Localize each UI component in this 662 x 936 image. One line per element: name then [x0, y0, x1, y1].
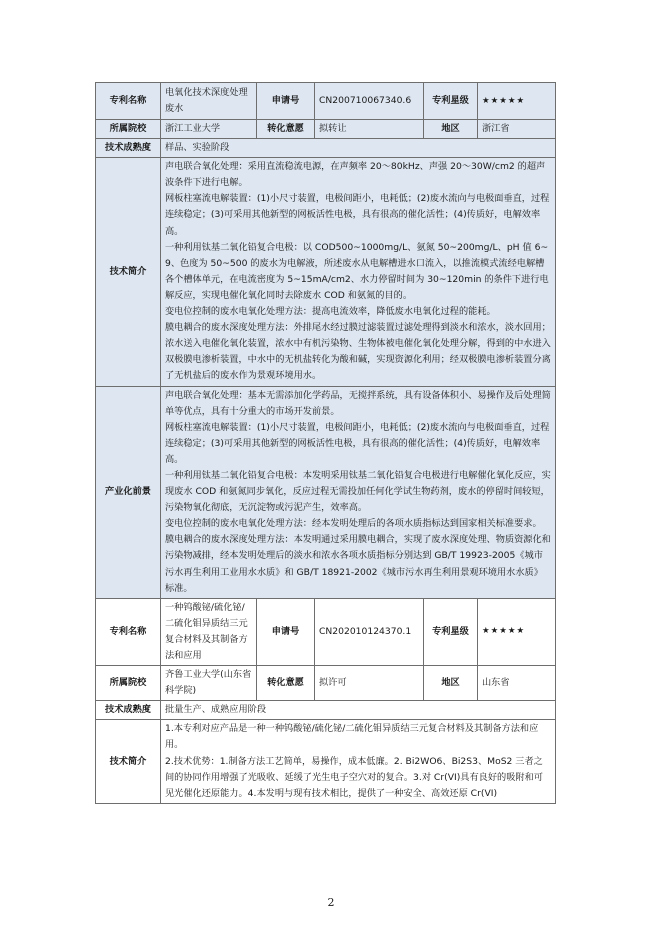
r1-prospect-para: 网板柱塞流电解装置：(1)小尺寸装置，电极间距小，电耗低；(2)废水流向与电极面垂直，过程连续稳定；(3)可采用其他新型的网板活性电极，具有很高的催化活性；(4)传质好，电解效率高。 — [165, 421, 550, 465]
r1-maturity-row — [96, 139, 556, 158]
r2-label-patent-name: 专利名称 — [96, 598, 161, 665]
r2-institution-row — [96, 666, 556, 701]
r2-intro-row — [96, 720, 556, 803]
r1-prospect-para: 膜电耦合的废水深度处理方法：本发明通过采用膜电耦合，实现了废水深度处理、物质资源化和污染物减排，经本发明处理后的淡水和浓水各项水质指标分别达到 GB/T 19923-2005《城市污水再生利用工业用水水质》和 GB/T 18921-2002《城市污水再生利用景观环境用水水质》标准。 — [165, 534, 551, 594]
r2-region: 山东省 — [478, 666, 556, 701]
r1-maturity: 样品、实验阶段 — [161, 139, 556, 158]
r1-label-region: 地区 — [424, 120, 478, 139]
r1-star-rating: ★★★★★ — [478, 83, 556, 120]
r2-label-maturity: 技术成熟度 — [96, 701, 161, 720]
r1-label-prospect: 产业化前景 — [96, 386, 161, 598]
r2-intro-para: 1.本专利对应产品是一种一种钨酸铋/硫化铋/二硫化钼异质结三元复合材料及其制备方法和应用。 — [165, 723, 539, 751]
r1-app-no: CN200710067340.6 — [315, 83, 424, 120]
r1-patent-name: 电氧化技术深度处理废水 — [161, 83, 257, 120]
r1-institution-row — [96, 120, 556, 139]
r2-star-rating: ★★★★★ — [478, 598, 556, 665]
page-number: 2 — [327, 896, 335, 909]
r1-intro — [161, 158, 556, 386]
r1-prospect-para: 变电位控制的废水电氧化处理方法：经本发明处理后的各项水质指标达到国家相关标准要求。 — [165, 518, 542, 530]
r2-label-intent: 转化意愿 — [257, 666, 315, 701]
r2-label-region: 地区 — [424, 666, 478, 701]
r1-label-app-no: 申请号 — [257, 83, 315, 120]
r2-intro — [161, 720, 556, 803]
r2-maturity: 批量生产、成熟应用阶段 — [161, 701, 556, 720]
r1-intro-para: 网板柱塞流电解装置：(1)小尺寸装置，电极间距小，电耗低；(2)废水流向与电极面垂直，过程连续稳定；(3)可采用其他新型的网板活性电极，具有很高的催化活性；(4)传质好，电解效率高。 — [165, 193, 550, 237]
r1-intro-row — [96, 158, 556, 386]
r1-label-institution: 所属院校 — [96, 120, 161, 139]
r2-label-institution: 所属院校 — [96, 666, 161, 701]
r1-intro-para: 一种利用钛基二氧化铅复合电极：以 COD500~1000mg/L、氨氮 50~200mg/L、pH 值 6~9、色度为 50~500 的废水为电解液，所述废水从电解槽进水口流入，以推流模式流经电解槽各个槽体单元，在电流密度为 5~15mA/cm2、水力停留时间为 30~120min 的条件下进行电解反应，实现电催化氧化同时去除废水 COD 和氨氮的目的。 — [165, 241, 549, 301]
r1-prospect-row — [96, 386, 556, 598]
r1-region: 浙江省 — [478, 120, 556, 139]
r1-label-star: 专利星级 — [424, 83, 478, 120]
r2-header-row — [96, 598, 556, 665]
r1-prospect — [161, 386, 556, 598]
r2-label-intro: 技术简介 — [96, 720, 161, 803]
r1-label-intro: 技术简介 — [96, 158, 161, 386]
r2-label-app-no: 申请号 — [257, 598, 315, 665]
r1-intro-para: 变电位控制的废水电氧化处理方法：提高电流效率，降低废水电氧化过程的能耗。 — [165, 306, 496, 318]
r1-prospect-para: 一种利用钛基二氧化铅复合电极：本发明采用钛基二氧化铅复合电极进行电解催化氧化反应，实现废水 COD 和氨氮同步氧化，反应过程无需投加任何化学试生物药剂，废水的停留时间较短，污染物氧化彻底，无沉淀物或污泥产生，效率高。 — [165, 469, 551, 514]
r2-maturity-row — [96, 701, 556, 720]
r1-intent: 拟转让 — [315, 120, 424, 139]
r1-intro-para: 声电联合氧化处理：采用直流稳流电源，在声频率 20～80kHz、声强 20～30W/cm2 的超声波条件下进行电解。 — [165, 161, 546, 189]
r1-intro-para: 膜电耦合的废水深度处理方法：外排尾水经过膜过滤装置过滤处理得到淡水和浓水，淡水回用；浓水送入电催化氧化装置，浓水中有机污染物、生物体被电催化氧化处理分解，得到的中水进入双极膜电渗析装置，中水中的无机盐转化为酸和碱，实现资源化利用；经双极膜电渗析装置分离了无机盐后的废水作为景观环境用水。 — [165, 322, 551, 382]
r1-header-row — [96, 83, 556, 120]
r1-institution: 浙江工业大学 — [161, 120, 257, 139]
r2-label-star: 专利星级 — [424, 598, 478, 665]
r2-app-no: CN202010124370.1 — [315, 598, 424, 665]
r1-label-intent: 转化意愿 — [257, 120, 315, 139]
patent-table — [95, 82, 556, 804]
r1-prospect-para: 声电联合氧化处理：基本无需添加化学药品，无搅拌系统，具有设备体积小、易操作及后处理简单等优点，具有十分重大的市场开发前景。 — [165, 389, 551, 417]
r2-intro-para: 2.技术优势：1.制备方法工艺简单，易操作，成本低廉。2. Bi2WO6、Bi2S3、MoS2 三者之间的协同作用增强了光吸收、延缓了光生电子空穴对的复合。3.对 Cr(VI)具有良好的吸附和可见光催化还原能力。4.本发明与现有技术相比，提供了一种安全、高效还原 Cr(VI) — [165, 755, 543, 799]
r2-institution: 齐鲁工业大学(山东省科学院) — [161, 666, 257, 701]
r1-label-patent-name: 专利名称 — [96, 83, 161, 120]
r2-patent-name: 一种钨酸铋/硫化铋/二硫化钼异质结三元复合材料及其制备方法和应用 — [161, 598, 257, 665]
r2-intent: 拟许可 — [315, 666, 424, 701]
r1-label-maturity: 技术成熟度 — [96, 139, 161, 158]
